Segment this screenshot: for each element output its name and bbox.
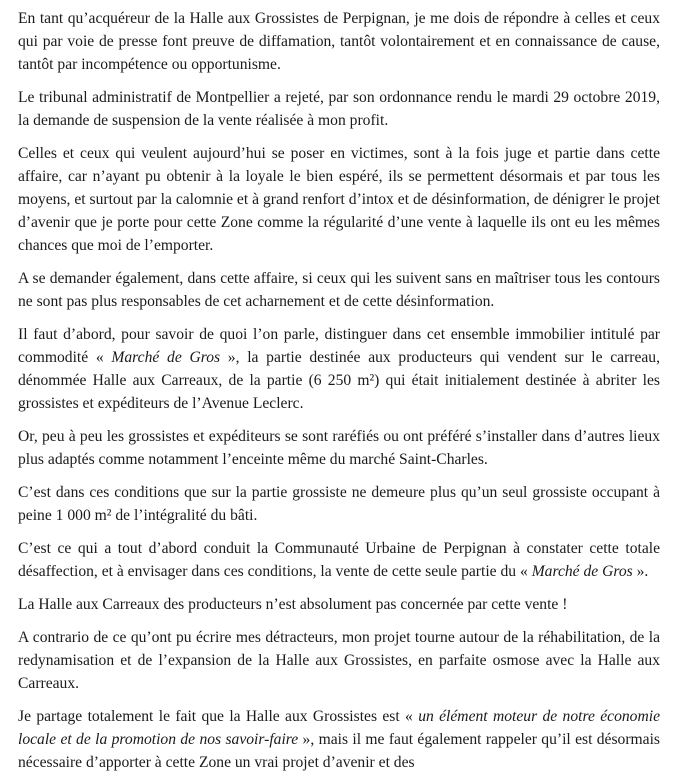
paragraph-11 xyxy=(18,705,660,774)
paragraph-8-text-1: C’est ce qui a tout d’abord conduit la Communauté Urbaine de Perpignan à constater cette totale désaffection, et à envisager dans ces conditions, la vente de cette seule partie du « xyxy=(18,540,660,580)
paragraph-3: Celles et ceux qui veulent aujourd’hui se poser en victimes, sont à la fois juge et partie dans cette affaire, car n’ayant pu obtenir à la loyale le bien espéré, ils se permettent désormais et par tous les moyens, et surtout par la calomnie et à grand renfort d’intox et de désinformation, de dénigrer le projet d’avenir que je porte pour cette Zone comme la régularité d’une vente à laquelle ils ont eu les mêmes chances que moi de l’emporter. xyxy=(18,145,660,254)
paragraph-5-italic: Marché de Gros xyxy=(111,349,221,366)
paragraph-8-italic: Marché de Gros xyxy=(531,563,633,580)
paragraph-8-text-2: ». xyxy=(632,563,649,580)
paragraph-11-text-2: », mais il me faut également rappeler qu’il est désormais nécessaire d’apporter à cette Zone un vrai projet d’avenir et des xyxy=(18,731,660,771)
paragraph-5-text-2: », la partie destinée aux producteurs qui vendent sur le carreau, dénommée Halle aux Carreaux, de la partie (6 250 m²) qui était initialement destinée à abriter les grossistes et expéditeurs de l’Avenue Leclerc. xyxy=(18,349,660,412)
document-page xyxy=(18,0,660,784)
paragraph-9: La Halle aux Carreaux des producteurs n’est absolument pas concernée par cette vente ! xyxy=(18,596,568,613)
paragraph-4: A se demander également, dans cette affaire, si ceux qui les suivent sans en maîtriser tous les contours ne sont pas plus responsables de cet acharnement et de cette désinformation. xyxy=(18,270,660,310)
paragraph-8 xyxy=(18,537,660,583)
paragraph-2: Le tribunal administratif de Montpellier a rejeté, par son ordonnance rendu le mardi 29 octobre 2019, la demande de suspension de la vente réalisée à mon profit. xyxy=(18,89,660,129)
paragraph-11-italic: un élément moteur de notre économie locale et de la promotion de nos savoir-faire xyxy=(18,708,660,748)
paragraph-11-text-1: Je partage totalement le fait que la Halle aux Grossistes est « xyxy=(18,708,419,725)
paragraph-5-text-1: Il faut d’abord, pour savoir de quoi l’on parle, distinguer dans cet ensemble immobilier intitulé par commodité « xyxy=(18,326,660,366)
paragraph-1: En tant qu’acquéreur de la Halle aux Grossistes de Perpignan, je me dois de répondre à celles et ceux qui par voie de presse font preuve de diffamation, tantôt volontairement et en connaissance de cause, tantôt par incompétence ou opportunisme. xyxy=(18,10,660,73)
paragraph-5 xyxy=(18,323,660,415)
paragraph-7: C’est dans ces conditions que sur la partie grossiste ne demeure plus qu’un seul grossiste occupant à peine 1 000 m² de l’intégralité du bâti. xyxy=(18,484,660,524)
paragraph-10: A contrario de ce qu’ont pu écrire mes détracteurs, mon projet tourne autour de la réhabilitation, de la redynamisation et de l’expansion de la Halle aux Grossistes, en parfaite osmose avec la Halle aux Carreaux. xyxy=(18,629,660,692)
paragraph-6: Or, peu à peu les grossistes et expéditeurs se sont raréfiés ou ont préféré s’installer dans d’autres lieux plus adaptés comme notamment l’enceinte même du marché Saint-Charles. xyxy=(18,428,660,468)
